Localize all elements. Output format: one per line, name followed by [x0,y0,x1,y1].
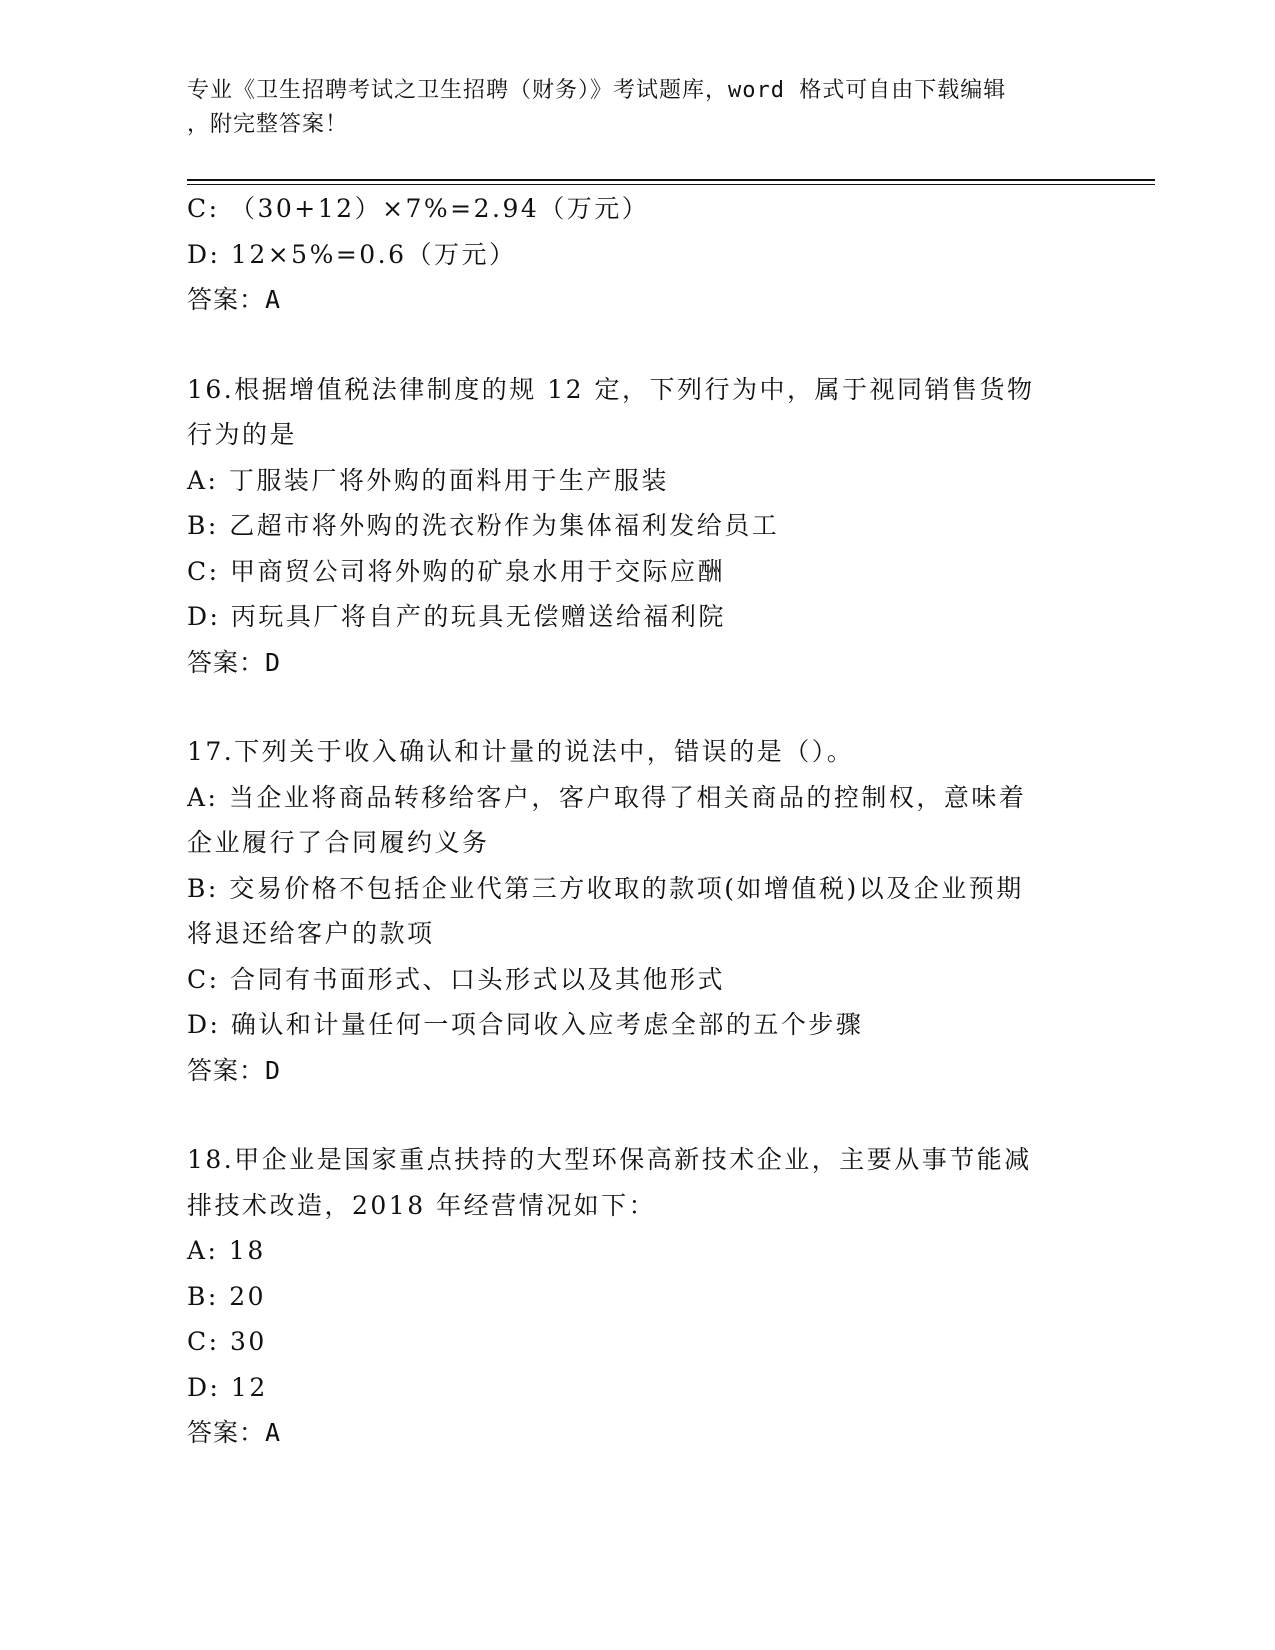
question-stem: 16.根据增值税法律制度的规 12 定，下列行为中，属于视同销售货物 [187,374,1035,404]
question-stem: 排技术改造，2018 年经营情况如下： [187,1190,657,1220]
question-17 [187,729,1087,1093]
answer-label: 答案： [187,1055,266,1085]
option-b-cont: 将退还给客户的款项 [187,919,435,948]
answer-value: D [265,647,282,677]
question-continuation [187,186,1087,323]
answer-label: 答案： [187,285,266,314]
option-c: C: 甲商贸公司将外购的矿泉水用于交际应酬 [187,556,725,586]
option-b: B: 乙超市将外购的洗衣粉作为集体福利发给员工 [187,511,780,540]
question-stem: 18.甲企业是国家重点扶持的大型环保高新技术企业，主要从事节能减 [187,1145,1032,1174]
question-16 [187,367,1087,686]
header-line-2: ，附完整答案！ [187,112,349,137]
option-d: D: 丙玩具厂将自产的玩具无偿赠送给福利院 [187,602,726,631]
question-18 [187,1137,1087,1456]
option-c: C: （30+12）×7%=2.94（万元） [187,194,650,223]
spacer [187,1093,1087,1137]
option-d: D: 确认和计量任何一项合同收入应考虑全部的五个步骤 [187,1010,864,1039]
answer-label: 答案： [187,647,266,677]
answer-value: D [265,1055,282,1085]
answer [187,1048,1087,1094]
answer-label: 答案： [187,1418,266,1447]
header-divider [187,179,1155,181]
option-c: C: 30 [187,1327,267,1356]
header-divider-thin [187,184,1155,185]
spacer [187,685,1087,729]
answer-value: A [265,285,282,314]
question-stem: 17.下列关于收入确认和计量的说法中，错误的是（）。 [187,737,855,766]
answer [187,640,1087,686]
question-list [187,186,1087,1456]
option-a: A: 丁服装厂将外购的面料用于生产服装 [187,465,669,495]
option-a-cont: 企业履行了合同履约义务 [187,828,490,857]
answer-value: A [265,1418,282,1447]
question-stem: 行为的是 [187,420,298,449]
answer [187,277,1087,323]
answer [187,1410,1087,1456]
document-header [187,74,1067,142]
option-d: D: 12×5%=0.6（万元） [187,239,517,269]
option-a: A: 18 [187,1236,266,1265]
option-c: C: 合同有书面形式、口头形式以及其他形式 [187,964,725,994]
spacer [187,323,1087,367]
option-b: B: 交易价格不包括企业代第三方收取的款项(如增值税)以及企业预期 [187,873,1024,903]
option-b: B: 20 [187,1281,267,1311]
header-line-1: 专业《卫生招聘考试之卫生招聘（财务）》考试题库，word 格式可自由下载编辑 [187,78,1007,103]
option-d: D: 12 [187,1372,268,1402]
option-a: A: 当企业将商品转移给客户，客户取得了相关商品的控制权，意味着 [187,782,1027,812]
